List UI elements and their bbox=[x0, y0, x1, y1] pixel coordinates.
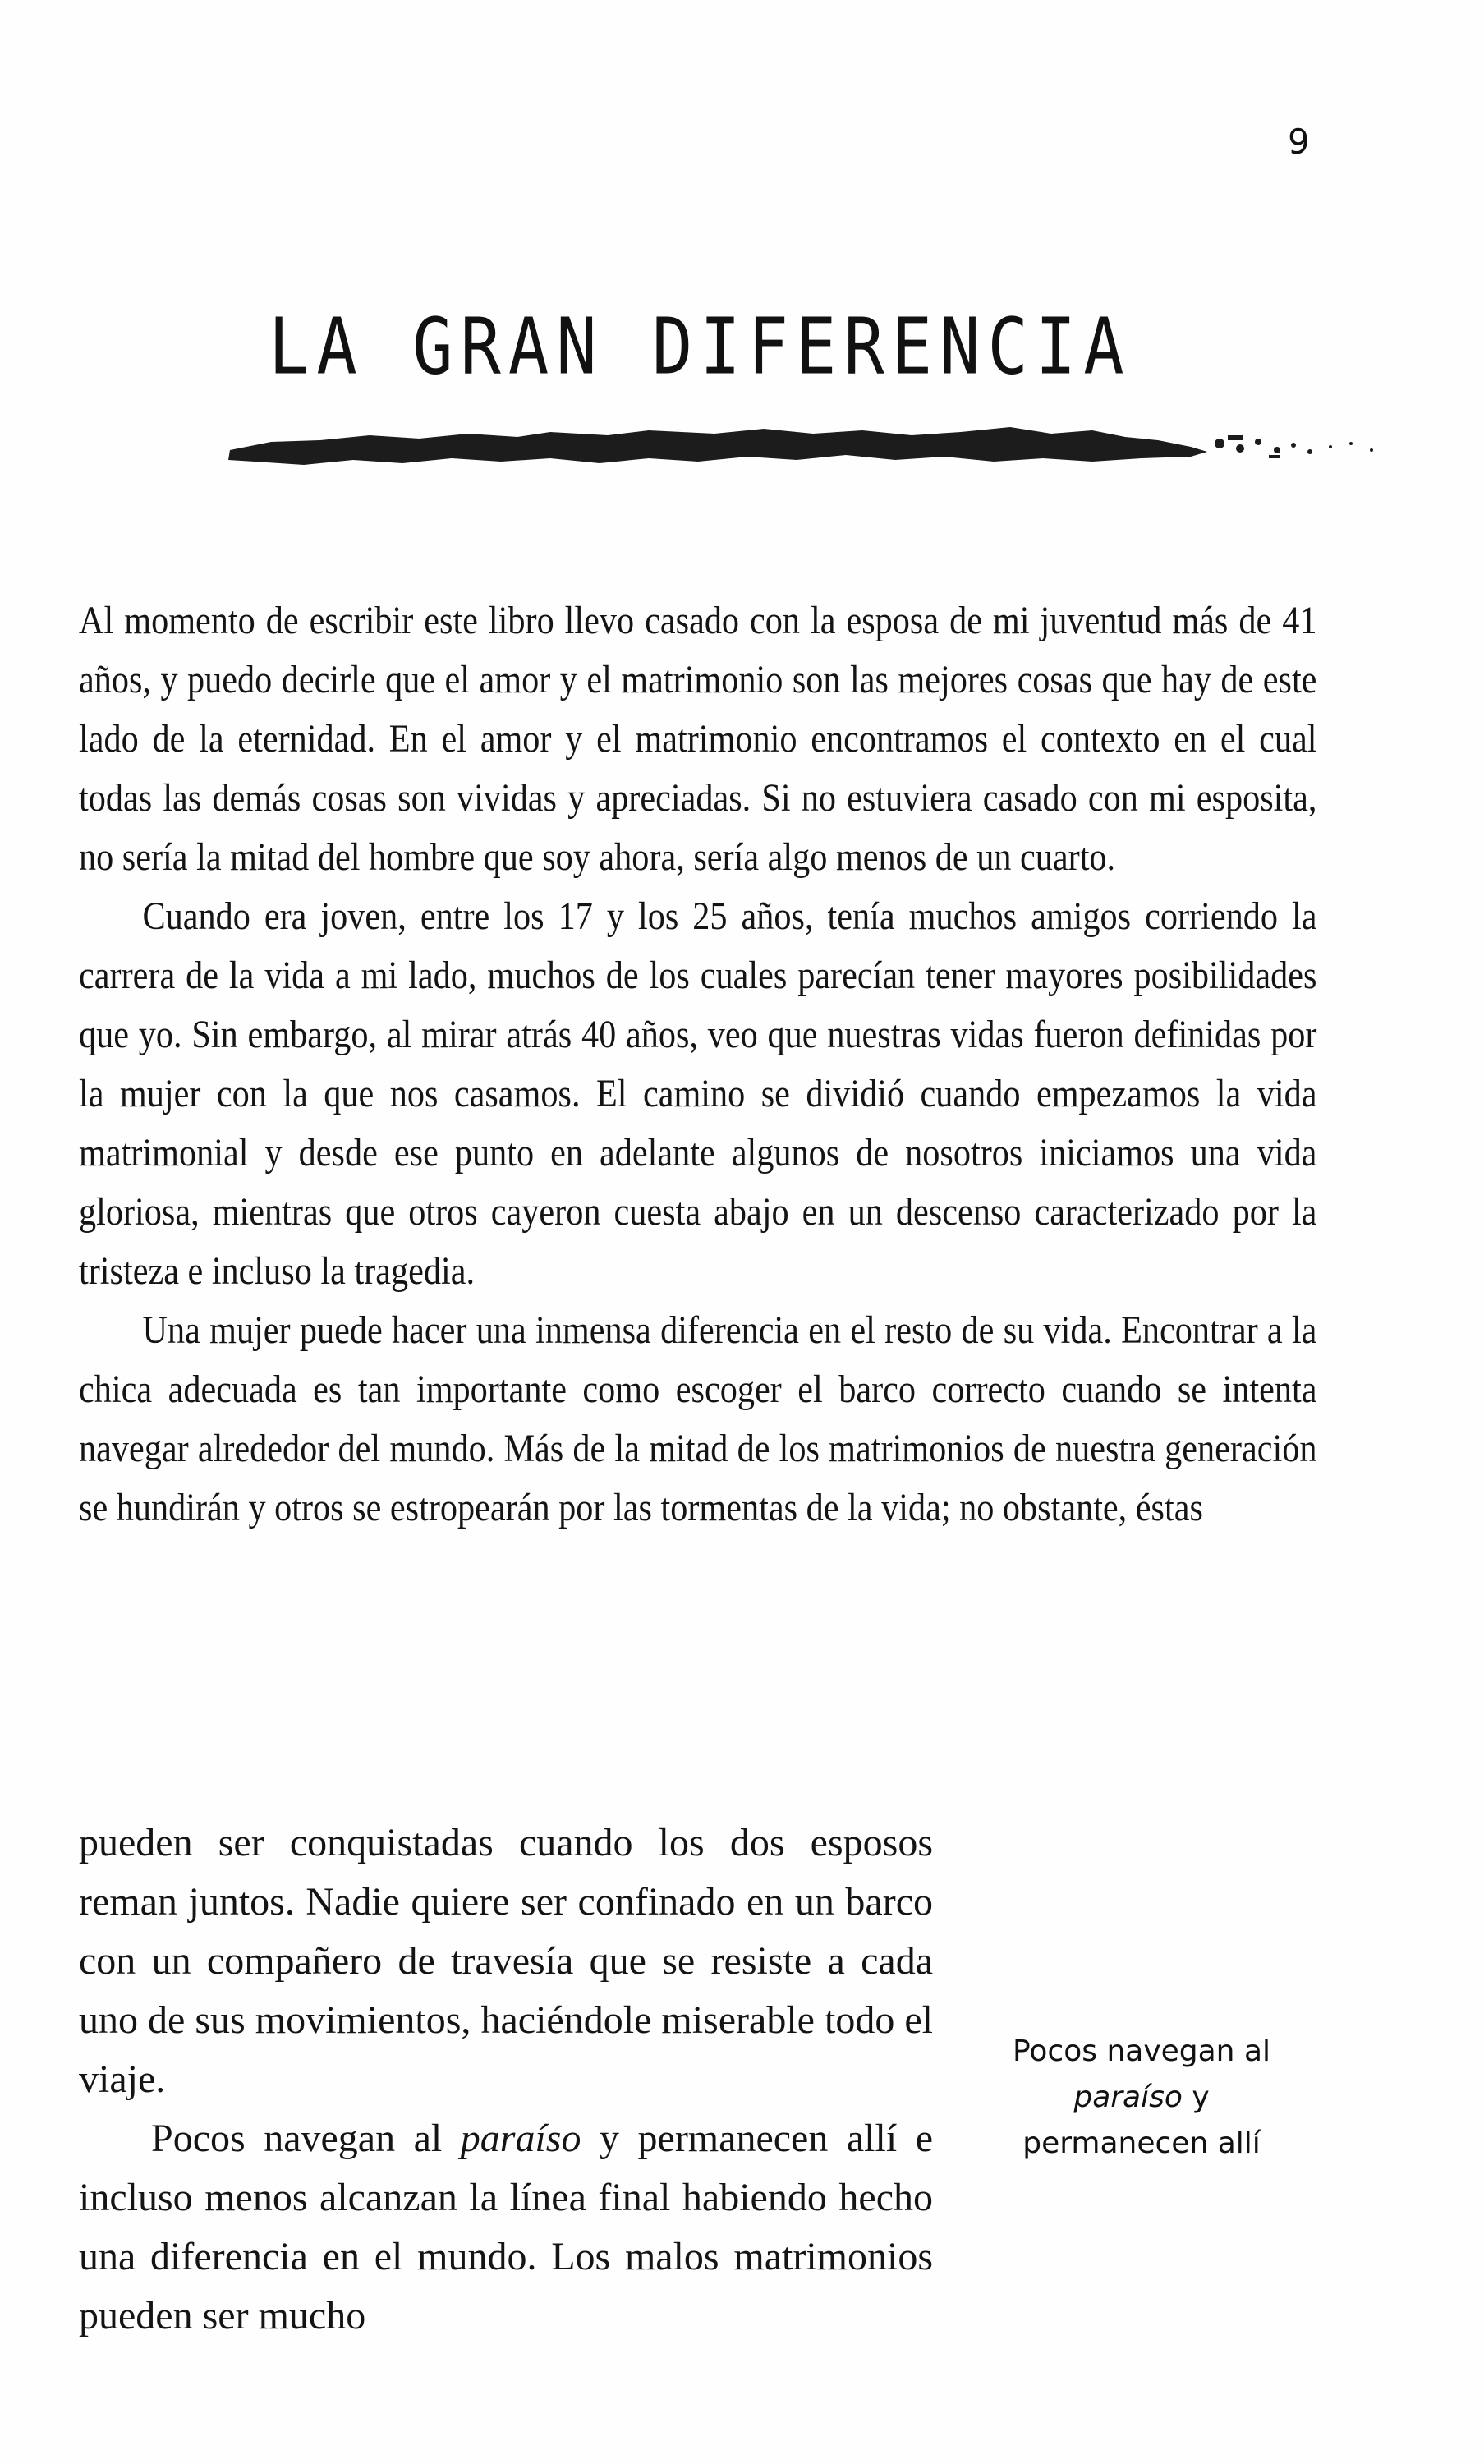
pull-quote-text: Pocos navegan al bbox=[1012, 2034, 1271, 2068]
pull-quote bbox=[977, 2029, 1306, 2167]
paragraph-4-text-continued: y permanecen allí e incluso menos alcanzan la línea final habiendo hecho una diferencia en el mundo. Los malos matrimonios pueden ser mucho bbox=[79, 2117, 933, 2338]
paragraph-4 bbox=[79, 2109, 933, 2346]
paragraph-2: Cuando era joven, entre los 17 y los 25 años, tenía muchos amigos corriendo la carrera de la vida a mi lado, muchos de los cuales parecían tener mayores posibilidades que yo. Sin embargo, al mirar atrás 40 años, veo que nuestras vidas fueron definidas por la mujer con la que nos casamos. El camino se dividió cuando empezamos la vida matrimonial y desde ese punto en adelante algunos de nosotros iniciamos una vida gloriosa, mientras que otros cayeron cuesta abajo en un descenso caracterizado por la tristeza e incluso la tragedia. bbox=[79, 894, 1317, 1293]
pull-quote-italic: paraíso bbox=[1073, 2080, 1183, 2114]
body-text-wide bbox=[79, 591, 1317, 1538]
body-text-narrow bbox=[79, 1814, 933, 2346]
paragraph-3-continued: pueden ser conquistadas cuando los dos esposos reman juntos. Nadie quiere ser confinado en un barco con un compañero de travesía que se resiste a cada uno de sus movimientos, haciéndole miserable todo el viaje. bbox=[79, 1821, 933, 2101]
paragraph-3-wide: Una mujer puede hacer una inmensa diferencia en el resto de su vida. Encontrar a la chica adecuada es tan importante como escoger el barco correcto cuando se intenta navegar alrededor del mundo. Más de la mitad de los matrimonios de nuestra generación se hundirán y otros se estropearán por las tormentas de la vida; no obstante, éstas bbox=[79, 1308, 1317, 1529]
pull-quote-text-continued: y permanecen allí bbox=[1022, 2080, 1261, 2160]
paragraph-4-italic: paraíso bbox=[460, 2117, 581, 2160]
brush-stroke-divider bbox=[222, 411, 1380, 476]
paragraph-1: Al momento de escribir este libro llevo casado con la esposa de mi juventud más de 41 años, y puedo decirle que el amor y el matrimonio son las mejores cosas que hay de este lado de la eternidad. En el amor y el matrimonio encontramos el contexto en el cual todas las demás cosas son vividas y apreciadas. Si no estuviera casado con mi esposita, no sería la mitad del hombre que soy ahora, sería algo menos de un cuarto. bbox=[79, 599, 1317, 879]
page-number: 9 bbox=[1288, 122, 1310, 162]
paragraph-4-text: Pocos navegan al bbox=[151, 2117, 461, 2160]
chapter-title: LA GRAN DIFERENCIA bbox=[269, 302, 1132, 393]
